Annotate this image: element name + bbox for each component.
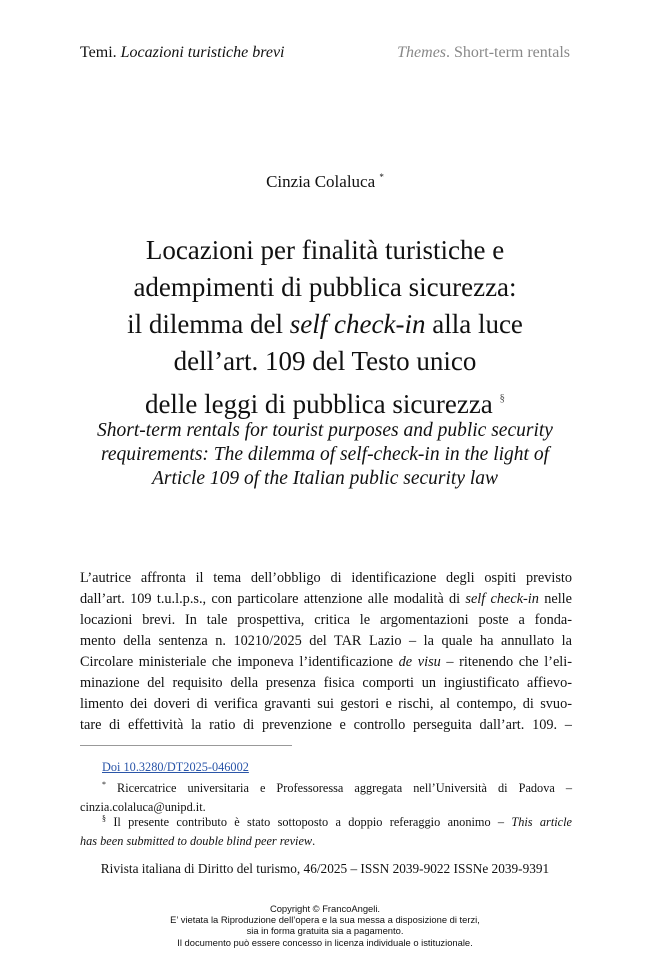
abstract-line: limento dei doveri di verifica gravanti sui gestori e rischi, al contempo, di svuo- bbox=[80, 696, 572, 712]
title-line: Locazioni per finalità turistiche e bbox=[145, 235, 505, 265]
title-line: dell’art. 109 del Testo unico bbox=[173, 346, 477, 376]
running-header-right bbox=[397, 44, 570, 62]
abstract-line: dall’art. 109 t.u.l.p.s., con particolare attenzione alle modalità di self check-in nelle bbox=[80, 591, 572, 607]
abstract-line: mento della sentenza n. 10210/2025 del TAR Lazio – la quale ha annullato la bbox=[80, 633, 572, 649]
abstract-line: Circolare ministeriale che imponeva l’identificazione de visu – ritenendo che l’eli- bbox=[80, 654, 572, 670]
title-footnote-mark: § bbox=[499, 392, 506, 404]
author-name: Cinzia Colaluca bbox=[266, 172, 376, 191]
article-title bbox=[60, 232, 590, 423]
copyright-line: E’ vietata la Riproduzione dell’opera e la sua messa a disposizione di terzi, bbox=[170, 914, 480, 926]
copyright-line: sia in forma gratuita sia a pagamento. bbox=[246, 925, 404, 937]
author-line bbox=[0, 172, 650, 192]
journal-info: Rivista italiana di Diritto del turismo, 46/2025 – ISSN 2039-9022 ISSNe 2039-9391 bbox=[100, 861, 550, 876]
header-left-label: Temi. bbox=[80, 44, 117, 61]
header-right-label: Themes bbox=[397, 44, 447, 61]
header-right-title: . Short-term rentals bbox=[446, 44, 570, 61]
doi-link[interactable]: Doi 10.3280/DT2025-046002 bbox=[102, 760, 249, 774]
author-email: cinzia.colaluca@unipd.it. bbox=[80, 799, 206, 814]
footnote-separator bbox=[80, 745, 292, 746]
footnote-mark: § bbox=[102, 814, 106, 823]
copyright-notice bbox=[0, 903, 650, 948]
footnote-mark: * bbox=[102, 780, 106, 789]
copyright-line: Copyright © FrancoAngeli. bbox=[269, 903, 381, 914]
author-footnote-mark: * bbox=[379, 172, 384, 182]
title-italic-term: self check-in bbox=[289, 309, 426, 339]
subtitle-line: Short-term rentals for tourist purposes and public security bbox=[97, 420, 553, 441]
article-subtitle-english bbox=[70, 419, 580, 491]
abstract-line: L’autrice affronta il tema dell’obbligo di identificazione degli ospiti previsto bbox=[80, 570, 572, 586]
title-line: delle leggi di pubblica sicurezza § bbox=[144, 389, 506, 419]
subtitle-line: Article 109 of the Italian public security law bbox=[151, 468, 499, 489]
header-left-title: Locazioni turistiche brevi bbox=[120, 44, 285, 61]
abstract-line: locazioni brevi. In tale prospettiva, critica le argomentazioni poste a fonda- bbox=[80, 612, 572, 628]
footnote-peer-review: § Il presente contributo è stato sottoposto a doppio referaggio anonimo – This article has been submitted to double blind peer review. bbox=[80, 814, 572, 848]
abstract bbox=[80, 568, 572, 736]
title-line: il dilemma del self check-in alla luce bbox=[127, 309, 523, 339]
running-header-left bbox=[80, 44, 285, 62]
abstract-line: minazione del requisito della presenza fisica comporti un ingiustificato affievo- bbox=[80, 675, 572, 691]
subtitle-line: requirements: The dilemma of self-check-in in the light of bbox=[100, 444, 550, 465]
footnote-author: * Ricercatrice universitaria e Professoressa aggregata nell’Università di Padova – cinzia.colaluca@unipd.it. bbox=[80, 780, 572, 814]
copyright-line: Il documento può essere concesso in licenza individuale o istituzionale. bbox=[177, 936, 473, 948]
abstract-line: tare di effettività la ratio di prevenzione e controllo perseguita dall’art. 109. – bbox=[80, 717, 572, 733]
title-line: adempimenti di pubblica sicurezza: bbox=[133, 272, 517, 302]
